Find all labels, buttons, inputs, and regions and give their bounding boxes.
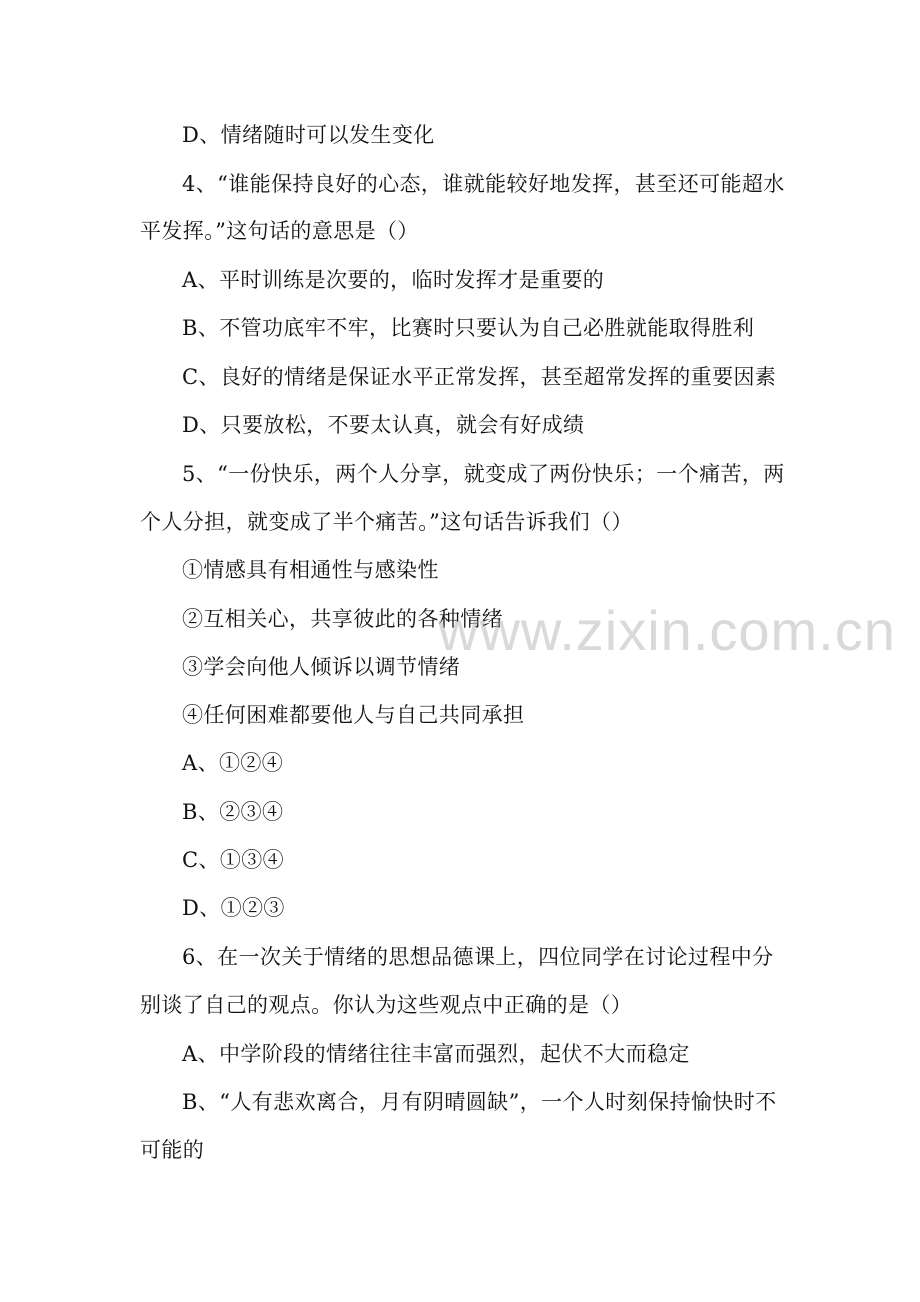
option-5a: A、①②④ xyxy=(182,751,284,775)
question-6-line-2: 别谈了自己的观点。你认为这些观点中正确的是（） xyxy=(140,993,633,1017)
statement-3: ③学会向他人倾诉以调节情绪 xyxy=(182,655,461,679)
option-4c: C、良好的情绪是保证水平正常发挥，甚至超常发挥的重要因素 xyxy=(182,365,777,389)
statement-1: ①情感具有相通性与感染性 xyxy=(182,558,439,582)
watermark: www.zixin.com.cn xyxy=(438,599,896,662)
option-4a: A、平时训练是次要的，临时发挥才是重要的 xyxy=(182,268,605,292)
option-6a: A、中学阶段的情绪往往丰富而强烈，起伏不大而稳定 xyxy=(182,1042,690,1066)
statement-2: ②互相关心，共享彼此的各种情绪 xyxy=(182,607,503,631)
question-4-line-2: 平发挥。”这句话的意思是（） xyxy=(140,219,419,243)
option-4d: D、只要放松，不要太认真，就会有好成绩 xyxy=(182,413,585,437)
question-6-line-1: 6、在一次关于情绪的思想品德课上，四位同学在讨论过程中分 xyxy=(182,945,774,969)
option-3d: D、情绪随时可以发生变化 xyxy=(182,123,435,147)
option-5d: D、①②③ xyxy=(182,896,285,920)
question-5-line-1: 5、“一份快乐，两个人分享，就变成了两份快乐；一个痛苦，两 xyxy=(182,462,785,486)
option-6b-line-1: B、“人有悲欢离合，月有阴晴圆缺”，一个人时刻保持愉快时不 xyxy=(182,1090,777,1114)
question-5-line-2: 个人分担，就变成了半个痛苦。”这句话告诉我们（） xyxy=(140,510,633,534)
option-5b: B、②③④ xyxy=(182,800,284,824)
option-4b: B、不管功底牢不牢，比赛时只要认为自己必胜就能取得胜利 xyxy=(182,316,755,340)
option-6b-line-2: 可能的 xyxy=(140,1138,205,1162)
option-5c: C、①③④ xyxy=(182,848,285,872)
question-4-line-1: 4、“谁能保持良好的心态，谁就能较好地发挥，甚至还可能超水 xyxy=(182,172,785,196)
statement-4: ④任何困难都要他人与自己共同承担 xyxy=(182,703,525,727)
